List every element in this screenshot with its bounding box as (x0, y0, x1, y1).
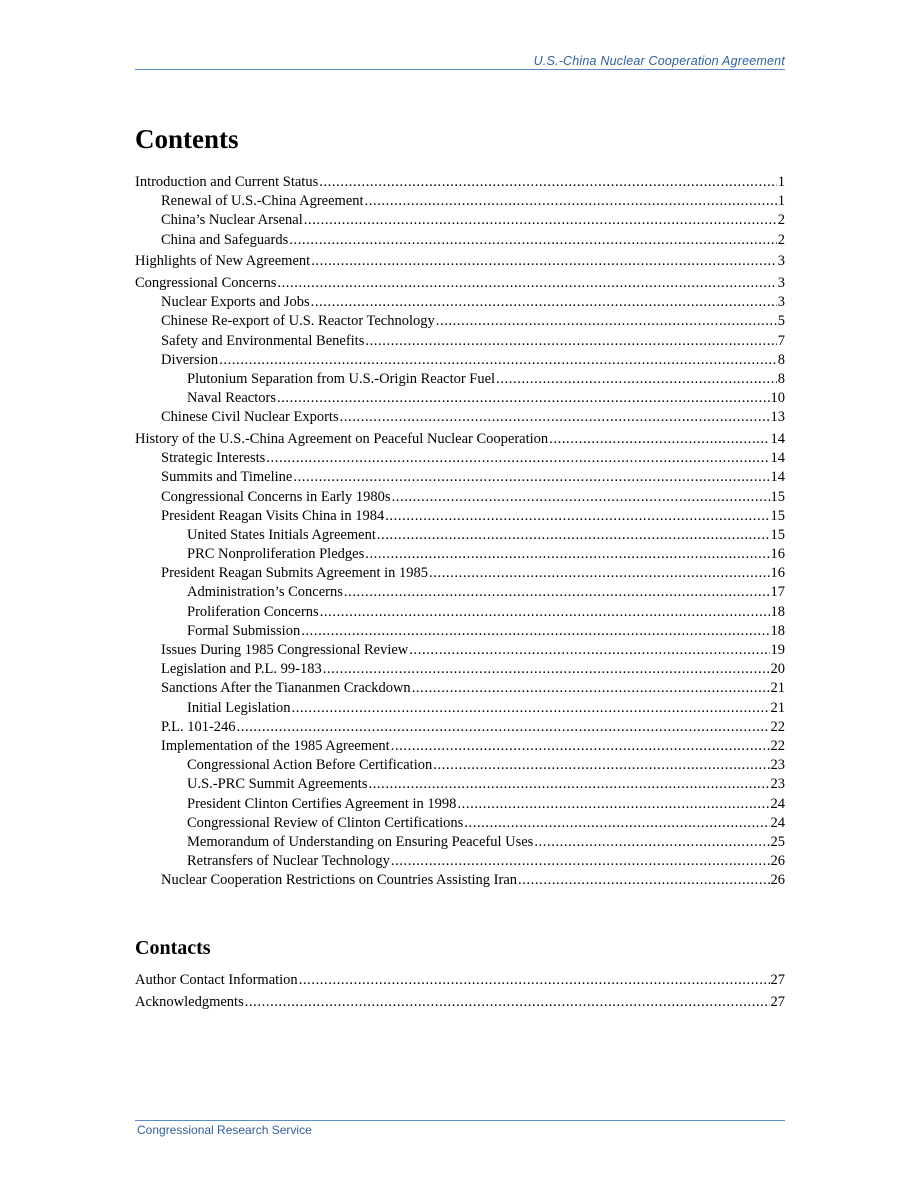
dot-leader (301, 622, 769, 641)
dot-leader (319, 173, 777, 192)
toc-entry-title: History of the U.S.-China Agreement on Peaceful Nuclear Cooperation (135, 430, 549, 447)
toc-entry-title: Plutonium Separation from U.S.-Origin Reactor Fuel (187, 370, 496, 387)
toc-entry[interactable] (135, 852, 785, 871)
toc-entry-title: Retransfers of Nuclear Technology (187, 853, 390, 870)
toc-entry-page: 27 (770, 972, 785, 988)
toc-entry[interactable] (135, 737, 785, 756)
toc-entry-page: 18 (770, 622, 785, 639)
dot-leader (311, 293, 777, 312)
toc-entry-title: Memorandum of Understanding on Ensuring Peaceful Uses (187, 833, 534, 850)
toc-entry-page: 14 (770, 450, 785, 467)
dot-leader (365, 192, 777, 211)
toc-entry-page: 3 (777, 274, 785, 291)
toc-entry-title: President Reagan Visits China in 1984 (161, 507, 385, 524)
dot-leader (391, 852, 770, 871)
toc-entry[interactable] (135, 971, 785, 990)
toc-entry-page: 17 (770, 584, 785, 601)
dot-leader (433, 756, 769, 775)
toc-entry-title: Sanctions After the Tiananmen Crackdown (161, 680, 411, 697)
contacts-list (135, 971, 785, 1012)
toc-entry-title: Author Contact Information (135, 972, 298, 988)
toc-entry[interactable] (135, 603, 785, 622)
toc-entry[interactable] (135, 718, 785, 737)
toc-entry-page: 2 (777, 212, 785, 229)
running-header-title: U.S.-China Nuclear Cooperation Agreement (533, 54, 785, 68)
toc-entry-page: 15 (770, 488, 785, 505)
dot-leader (412, 679, 770, 698)
dot-leader (292, 699, 770, 718)
toc-entry[interactable] (135, 351, 785, 370)
toc-entry-page: 1 (777, 193, 785, 210)
toc-entry-page: 24 (770, 795, 785, 812)
toc-entry[interactable] (135, 312, 785, 331)
footer-publisher: Congressional Research Service (137, 1123, 312, 1137)
toc-entry-title: Congressional Concerns (135, 274, 277, 291)
toc-entry[interactable] (135, 871, 785, 890)
toc-entry-page: 26 (770, 872, 785, 889)
dot-leader (320, 603, 770, 622)
toc-entry[interactable] (135, 408, 785, 427)
toc-entry-page: 23 (770, 757, 785, 774)
dot-leader (409, 641, 769, 660)
toc-entry[interactable] (135, 833, 785, 852)
toc-entry-page: 27 (770, 993, 785, 1010)
dot-leader (277, 389, 770, 408)
dot-leader (496, 370, 777, 389)
toc-entry-page: 22 (770, 718, 785, 735)
toc-entry[interactable] (135, 389, 785, 408)
toc-entry[interactable] (135, 660, 785, 679)
toc-entry[interactable] (135, 993, 785, 1012)
toc-entry[interactable] (135, 211, 785, 230)
toc-entry[interactable] (135, 370, 785, 389)
toc-entry-page: 3 (777, 253, 785, 270)
contacts-heading: Contacts (135, 937, 211, 959)
toc-entry[interactable] (135, 231, 785, 250)
toc-entry-title: Strategic Interests (161, 450, 266, 467)
toc-entry[interactable] (135, 293, 785, 312)
toc-entry-title: China’s Nuclear Arsenal (161, 212, 303, 229)
dot-leader (368, 775, 769, 794)
dot-leader (323, 660, 770, 679)
toc-entry[interactable] (135, 332, 785, 351)
toc-entry-title: Chinese Re-export of U.S. Reactor Technology (161, 313, 435, 330)
toc-entry-page: 14 (770, 430, 785, 447)
dot-leader (311, 252, 777, 271)
toc-entry-page: 13 (770, 409, 785, 426)
toc-entry[interactable] (135, 252, 785, 271)
toc-entry-page: 8 (777, 370, 785, 387)
toc-entry[interactable] (135, 488, 785, 507)
toc-entry-title: Acknowledgments (135, 993, 244, 1010)
toc-entry[interactable] (135, 274, 785, 293)
toc-entry-title: PRC Nonproliferation Pledges (187, 546, 365, 563)
dot-leader (245, 993, 770, 1012)
toc-entry-page: 26 (770, 853, 785, 870)
dot-leader (377, 526, 770, 545)
toc-entry-page: 25 (770, 833, 785, 850)
dot-leader (391, 737, 770, 756)
dot-leader (534, 833, 769, 852)
toc-entry[interactable] (135, 583, 785, 602)
toc-entry-title: Legislation and P.L. 99-183 (161, 661, 322, 678)
toc-entry-title: Summits and Timeline (161, 469, 293, 486)
toc-entry-title: Nuclear Cooperation Restrictions on Countries Assisting Iran (161, 872, 518, 889)
dot-leader (266, 449, 769, 468)
toc-entry-title: Implementation of the 1985 Agreement (161, 737, 390, 754)
toc-entry[interactable] (135, 641, 785, 660)
dot-leader (219, 351, 777, 370)
toc-entry[interactable] (135, 507, 785, 526)
toc-entry-title: Introduction and Current Status (135, 174, 319, 190)
dot-leader (518, 871, 769, 890)
toc-entry-title: United States Initials Agreement (187, 526, 376, 543)
dot-leader (289, 231, 777, 250)
toc-entry-title: Congressional Review of Clinton Certifications (187, 814, 464, 831)
dot-leader (277, 274, 776, 293)
dot-leader (549, 430, 769, 449)
toc-entry-page: 15 (770, 507, 785, 524)
toc-entry-title: Safety and Environmental Benefits (161, 332, 365, 349)
toc-entry-page: 7 (777, 332, 785, 349)
dot-leader (457, 795, 769, 814)
dot-leader (304, 211, 777, 230)
toc-entry-title: Congressional Concerns in Early 1980s (161, 488, 391, 505)
dot-leader (365, 332, 776, 351)
dot-leader (464, 814, 769, 833)
toc-entry-title: Naval Reactors (187, 390, 276, 407)
dot-leader (293, 468, 769, 487)
toc-entry-title: Proliferation Concerns (187, 603, 319, 620)
toc-entry-title: Initial Legislation (187, 699, 291, 716)
toc-entry[interactable] (135, 699, 785, 718)
dot-leader (436, 312, 777, 331)
toc-entry-page: 24 (770, 814, 785, 831)
toc-entry[interactable] (135, 679, 785, 698)
toc-entry[interactable] (135, 756, 785, 775)
toc-entry-page: 23 (770, 776, 785, 793)
toc-entry[interactable] (135, 430, 785, 449)
toc-entry[interactable] (135, 545, 785, 564)
toc-entry-title: Diversion (161, 351, 219, 368)
toc-entry[interactable] (135, 775, 785, 794)
toc-entry-title: P.L. 101-246 (161, 718, 236, 735)
toc-entry-page: 1 (777, 174, 785, 190)
contents-heading: Contents (135, 124, 239, 154)
toc-entry-title: Highlights of New Agreement (135, 253, 311, 270)
dot-leader (340, 408, 770, 427)
toc-entry-page: 19 (770, 642, 785, 658)
toc-entry[interactable] (135, 173, 785, 192)
toc-entry[interactable] (135, 526, 785, 545)
toc-entry-title: Congressional Action Before Certification (187, 757, 433, 774)
toc-entry-page: 22 (770, 737, 785, 754)
toc-entry-title: Nuclear Exports and Jobs (161, 294, 310, 311)
dot-leader (385, 507, 769, 526)
footer-rule (135, 1120, 785, 1121)
toc-entry-page: 15 (770, 526, 785, 543)
toc-entry-page: 20 (770, 661, 785, 678)
toc-entry-page: 21 (770, 680, 785, 697)
dot-leader (299, 971, 770, 990)
toc-entry[interactable] (135, 622, 785, 641)
toc-entry[interactable] (135, 564, 785, 583)
toc-entry-page: 8 (777, 351, 785, 368)
toc-entry[interactable] (135, 814, 785, 833)
toc-entry-page: 2 (777, 231, 785, 248)
toc-entry-page: 14 (770, 469, 785, 486)
dot-leader (392, 488, 770, 507)
toc-entry-title: Chinese Civil Nuclear Exports (161, 409, 339, 426)
toc-entry-page: 16 (770, 546, 785, 563)
toc-entry-title: Administration’s Concerns (187, 584, 343, 601)
toc-entry[interactable] (135, 449, 785, 468)
toc-entry[interactable] (135, 468, 785, 487)
toc-entry-page: 16 (770, 565, 785, 582)
toc-entry-title: President Reagan Submits Agreement in 1985 (161, 565, 429, 582)
toc-entry[interactable] (135, 192, 785, 211)
toc-entry-page: 3 (777, 294, 785, 311)
toc-entry-title: President Clinton Certifies Agreement in 1998 (187, 795, 457, 812)
table-of-contents (135, 173, 785, 890)
toc-entry-title: Renewal of U.S.-China Agreement (161, 193, 364, 210)
dot-leader (344, 583, 770, 602)
toc-entry-title: China and Safeguards (161, 231, 289, 248)
toc-entry-title: Formal Submission (187, 622, 301, 639)
header-rule (135, 69, 785, 70)
dot-leader (365, 545, 769, 564)
toc-entry-title: U.S.-PRC Summit Agreements (187, 776, 368, 793)
toc-entry-page: 10 (770, 390, 785, 407)
dot-leader (237, 718, 770, 737)
toc-entry-title: Issues During 1985 Congressional Review (161, 642, 409, 658)
toc-entry-page: 5 (777, 313, 785, 330)
toc-entry[interactable] (135, 795, 785, 814)
toc-entry-page: 18 (770, 603, 785, 620)
dot-leader (429, 564, 769, 583)
toc-entry-page: 21 (770, 699, 785, 716)
